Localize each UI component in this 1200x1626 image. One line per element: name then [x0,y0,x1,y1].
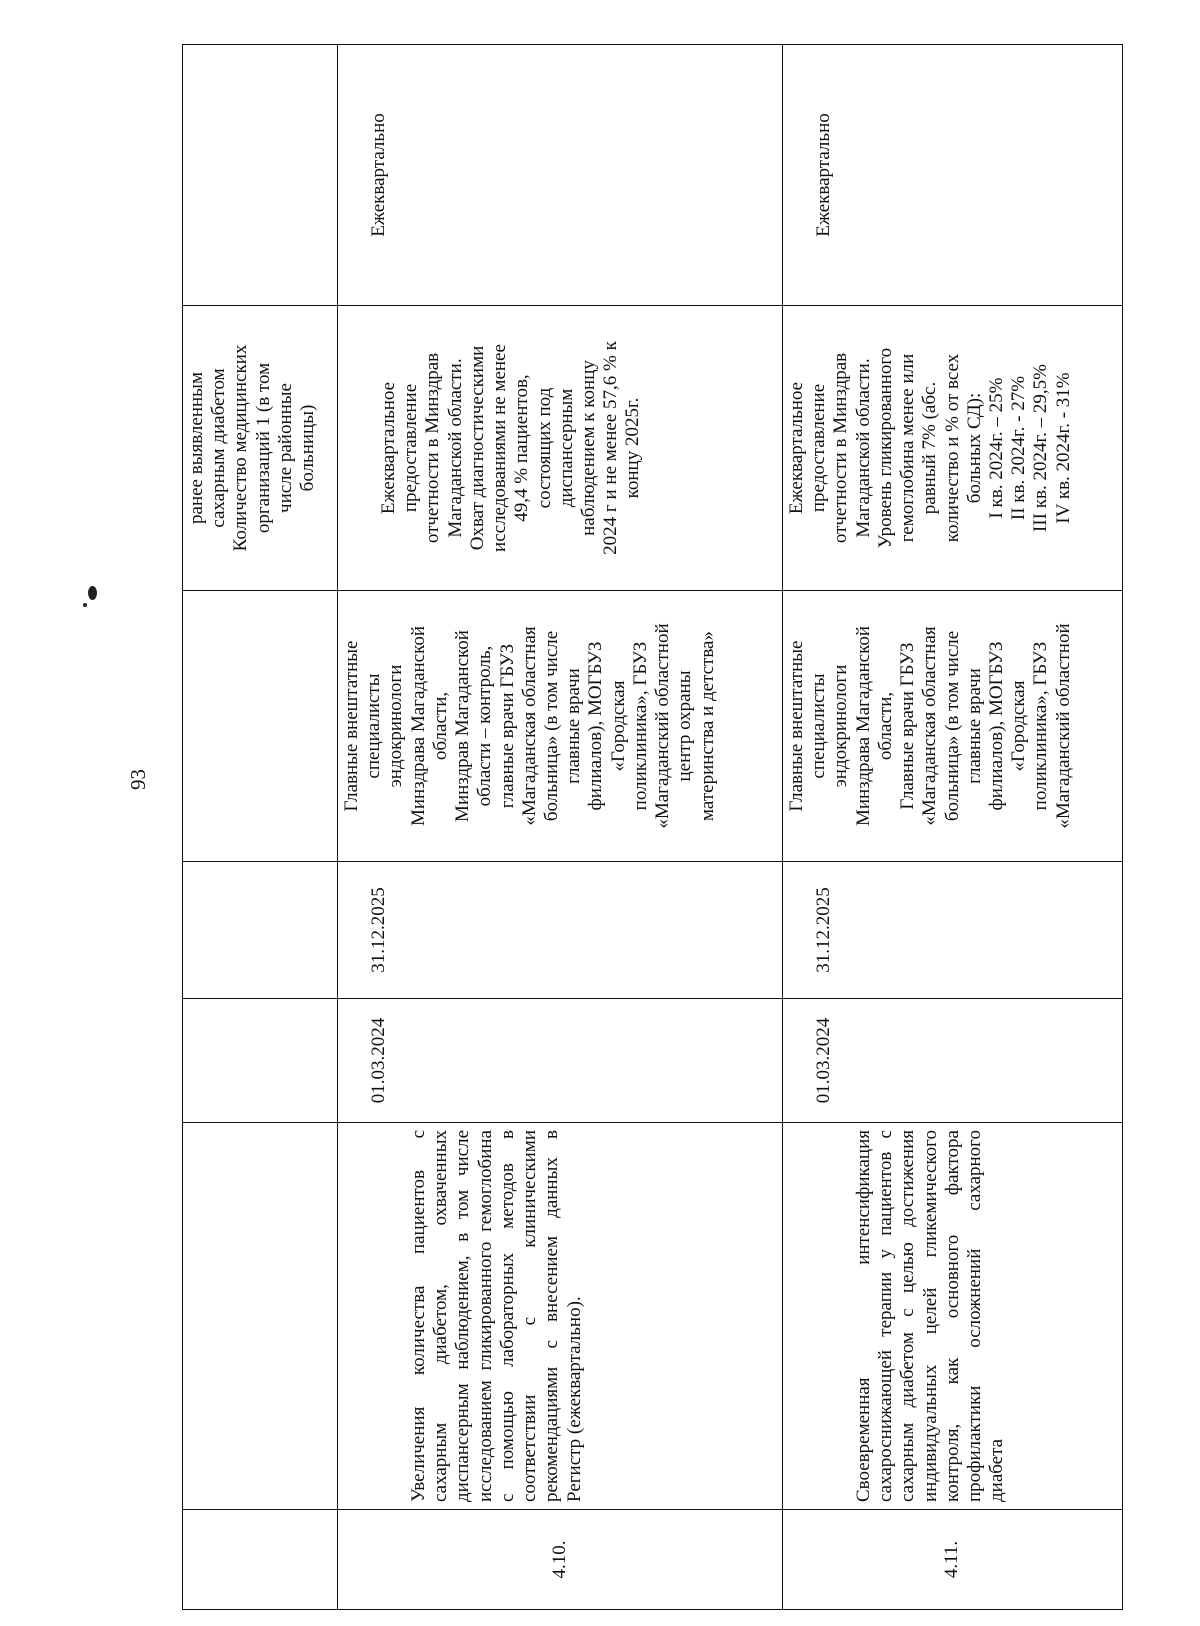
cell-frequency [183,45,338,306]
cell-start-date: 01.03.2024 [783,999,1123,1123]
cell-num [183,1510,338,1610]
cell-measure [183,1123,338,1510]
cell-end-date: 31.12.2025 [338,862,783,999]
plan-table [182,44,1123,1610]
page-number: 93 [126,769,150,790]
cell-measure: Увеличения количества пациентов с сахарным диабетом, охваченных диспансерным наблюдением, в том числе исследованием гликированного гемоглобина с помощью лабораторных методов в соответствии с клиническими рекомендациями с внесением данных в Регистр (ежеквартально). [338,1123,783,1510]
table-row-continuation [183,45,338,1610]
scan-speck [83,603,87,607]
cell-frequency: Ежеквартально [338,45,783,306]
cell-frequency: Ежеквартально [783,45,1123,306]
cell-responsible: Главные внештатные специалисты эндокринологи Минздрава Магаданской области, Минздрав Магаданской области – контроль, главные врачи ГБУЗ «Магаданская областная больница» (в том числе главные врачи филиалов), МОГБУЗ «Городская поликлиника», ГБУЗ «Магаданский областной центр охраны материнства и детства» [338,591,783,862]
scan-speck [88,586,97,600]
table-row-4-10 [338,45,783,1610]
cell-end-date [183,862,338,999]
cell-start-date: 01.03.2024 [338,999,783,1123]
cell-measure: Своевременная интенсификация сахароснижающей терапии у пациентов с сахарным диабетом с целью достижения индивидуальных целей гликемического контроля, как основного фактора профилактики осложнений сахарного диабета [783,1123,1123,1510]
cell-result: Ежеквартальное предоставление отчетности в Минздрав Магаданской области. Уровень гликированного гемоглобина менее или равный 7% (абс. количество и % от всех больных СД): I кв. 2024г. – 25% II кв. 2024г. - 27% III кв. 2024г. – 29,5% IV кв. 2024г. - 31% [783,306,1123,591]
cell-num: 4.11. [783,1510,1123,1610]
cell-end-date: 31.12.2025 [783,862,1123,999]
table-row-4-11 [783,45,1123,1610]
cell-responsible: Главные внештатные специалисты эндокринологи Минздрава Магаданской области, Главные врачи ГБУЗ «Магаданская областная больница» (в том числе главные врачи филиалов), МОГБУЗ «Городская поликлиника», ГБУЗ «Магаданский областной [783,591,1123,862]
cell-num: 4.10. [338,1510,783,1610]
cell-result-continuation: ранее выявленным сахарным диабетом Количество медицинских организаций 1 (в том числе районные больницы) [183,306,338,591]
cell-responsible [183,591,338,862]
plan-table-wrapper [182,45,1122,1610]
cell-start-date [183,999,338,1123]
cell-result: Ежеквартальное предоставление отчетности в Минздрав Магаданской области. Охват диагностическими исследованиями не менее 49,4 % пациентов, состоящих под диспансерным наблюдением к концу 2024 г и не менее 57,6 % к концу 2025г. [338,306,783,591]
